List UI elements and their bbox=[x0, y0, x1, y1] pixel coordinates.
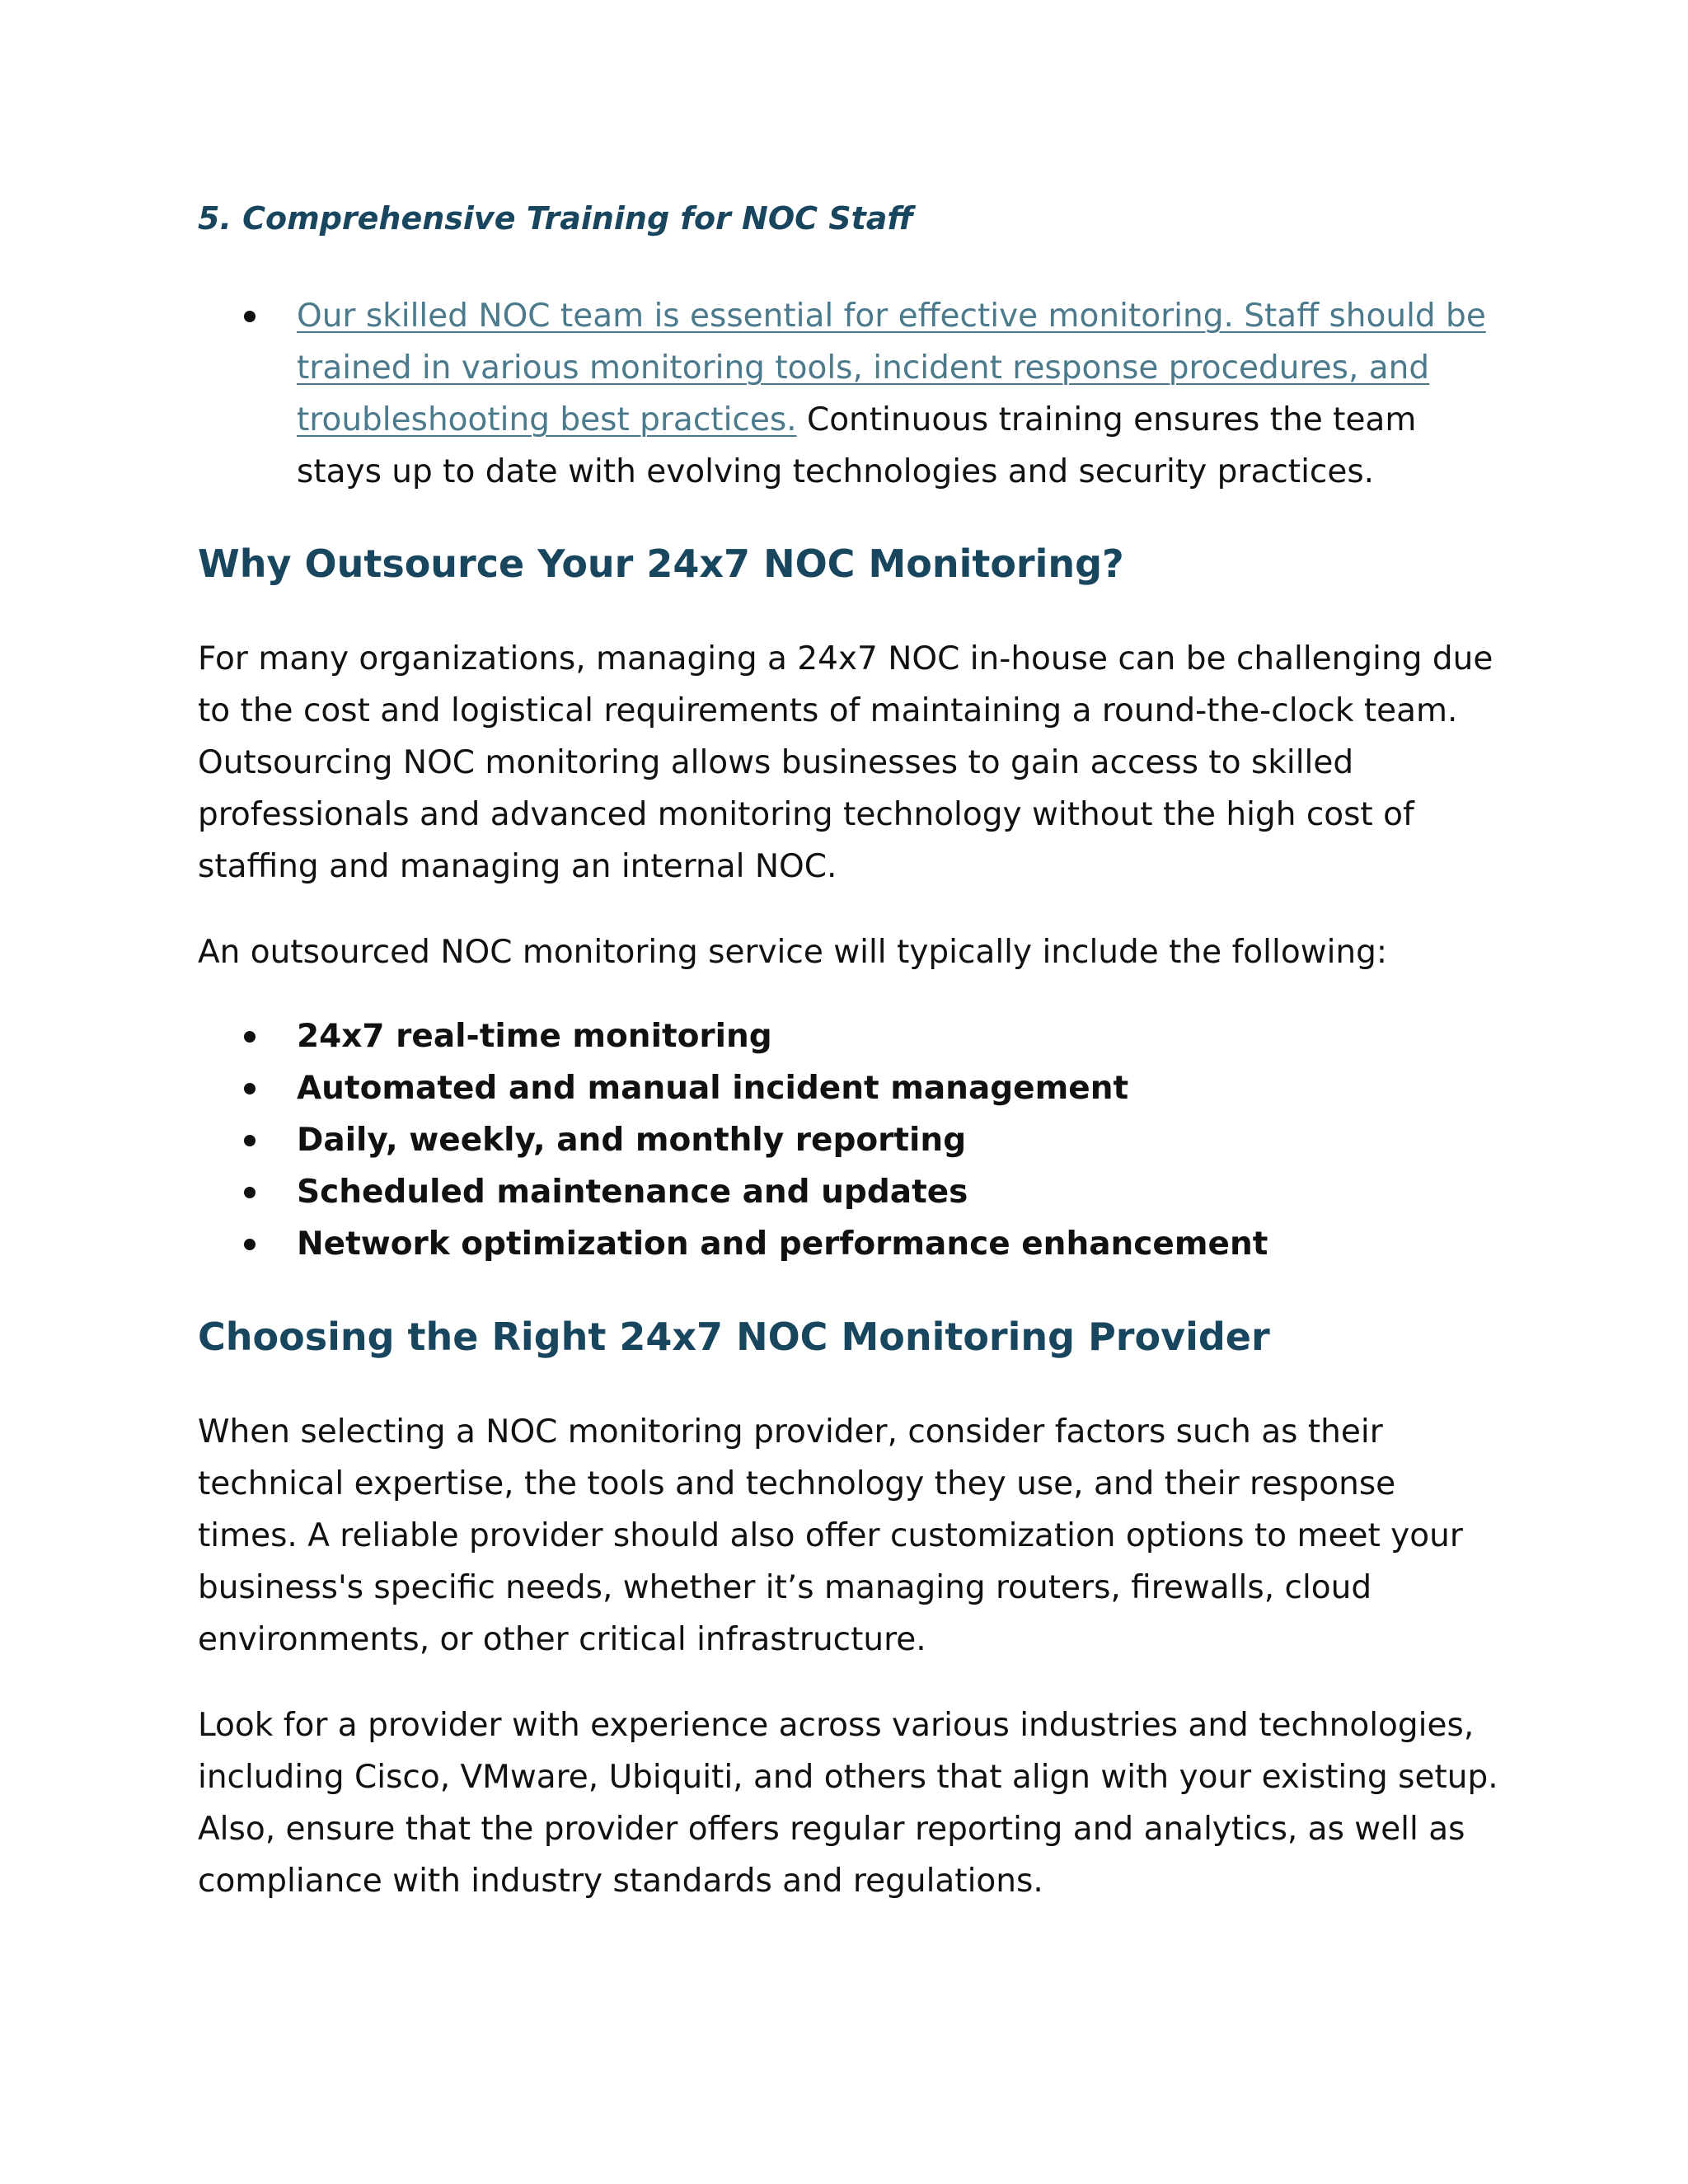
list-item bbox=[198, 290, 1500, 498]
list-item bbox=[198, 1218, 1500, 1270]
list-item bbox=[198, 1166, 1500, 1218]
feature-item-text: 24x7 real-time monitoring bbox=[297, 1018, 772, 1055]
feature-item-text: Scheduled maintenance and updates bbox=[297, 1174, 968, 1211]
provider-heading: Choosing the Right 24x7 NOC Monitoring Provider bbox=[198, 1315, 1270, 1359]
training-bullet-list bbox=[198, 290, 1500, 498]
bullet-icon bbox=[244, 1239, 256, 1250]
list-item bbox=[198, 1010, 1500, 1062]
bullet-icon bbox=[244, 311, 256, 322]
feature-item-text: Automated and manual incident management bbox=[297, 1070, 1129, 1107]
outsource-paragraph: For many organizations, managing a 24x7 NOC in-house can be challenging due to the cost and logistical requirements of maintaining a round-the-clock team. Outsourcing NOC monitoring allows businesses to gain access to skilled professionals and advanced monitoring technology without the high cost of staffing and managing an internal NOC. bbox=[198, 640, 1493, 885]
feature-item-text: Daily, weekly, and monthly reporting bbox=[297, 1122, 967, 1159]
training-subheading: 5. Comprehensive Training for NOC Staff bbox=[198, 200, 914, 237]
outsource-feature-list bbox=[198, 1010, 1500, 1270]
outsource-heading: Why Outsource Your 24x7 NOC Monitoring? bbox=[198, 541, 1124, 586]
list-item bbox=[198, 1062, 1500, 1114]
bullet-icon bbox=[244, 1083, 256, 1094]
training-bullet-text: Continuous training ensures the team stays up to date with evolving technologies and security practices. bbox=[297, 401, 1417, 490]
bullet-icon bbox=[244, 1031, 256, 1043]
outsource-intro: An outsourced NOC monitoring service will typically include the following: bbox=[198, 934, 1388, 971]
provider-paragraph-2: Look for a provider with experience across various industries and technologies, including Cisco, VMware, Ubiquiti, and others that align with your existing setup. Also, ensure that the provider offers regular reporting and analytics, as well as compliance with industry standards and regulations. bbox=[198, 1707, 1498, 1900]
bullet-icon bbox=[244, 1135, 256, 1146]
bullet-icon bbox=[244, 1187, 256, 1198]
feature-item-text: Network optimization and performance enhancement bbox=[297, 1226, 1268, 1263]
training-link[interactable]: Our skilled NOC team is essential for effective monitoring. Staff should be trained in various monitoring tools, incident response procedures, and troubleshooting best practices. bbox=[297, 298, 1486, 438]
list-item bbox=[198, 1114, 1500, 1166]
provider-paragraph-1: When selecting a NOC monitoring provider, consider factors such as their technical expertise, the tools and technology they use, and their response times. A reliable provider should also offer customization options to meet your business's specific needs, whether it’s managing routers, firewalls, cloud environments, or other critical infrastructure. bbox=[198, 1413, 1463, 1658]
